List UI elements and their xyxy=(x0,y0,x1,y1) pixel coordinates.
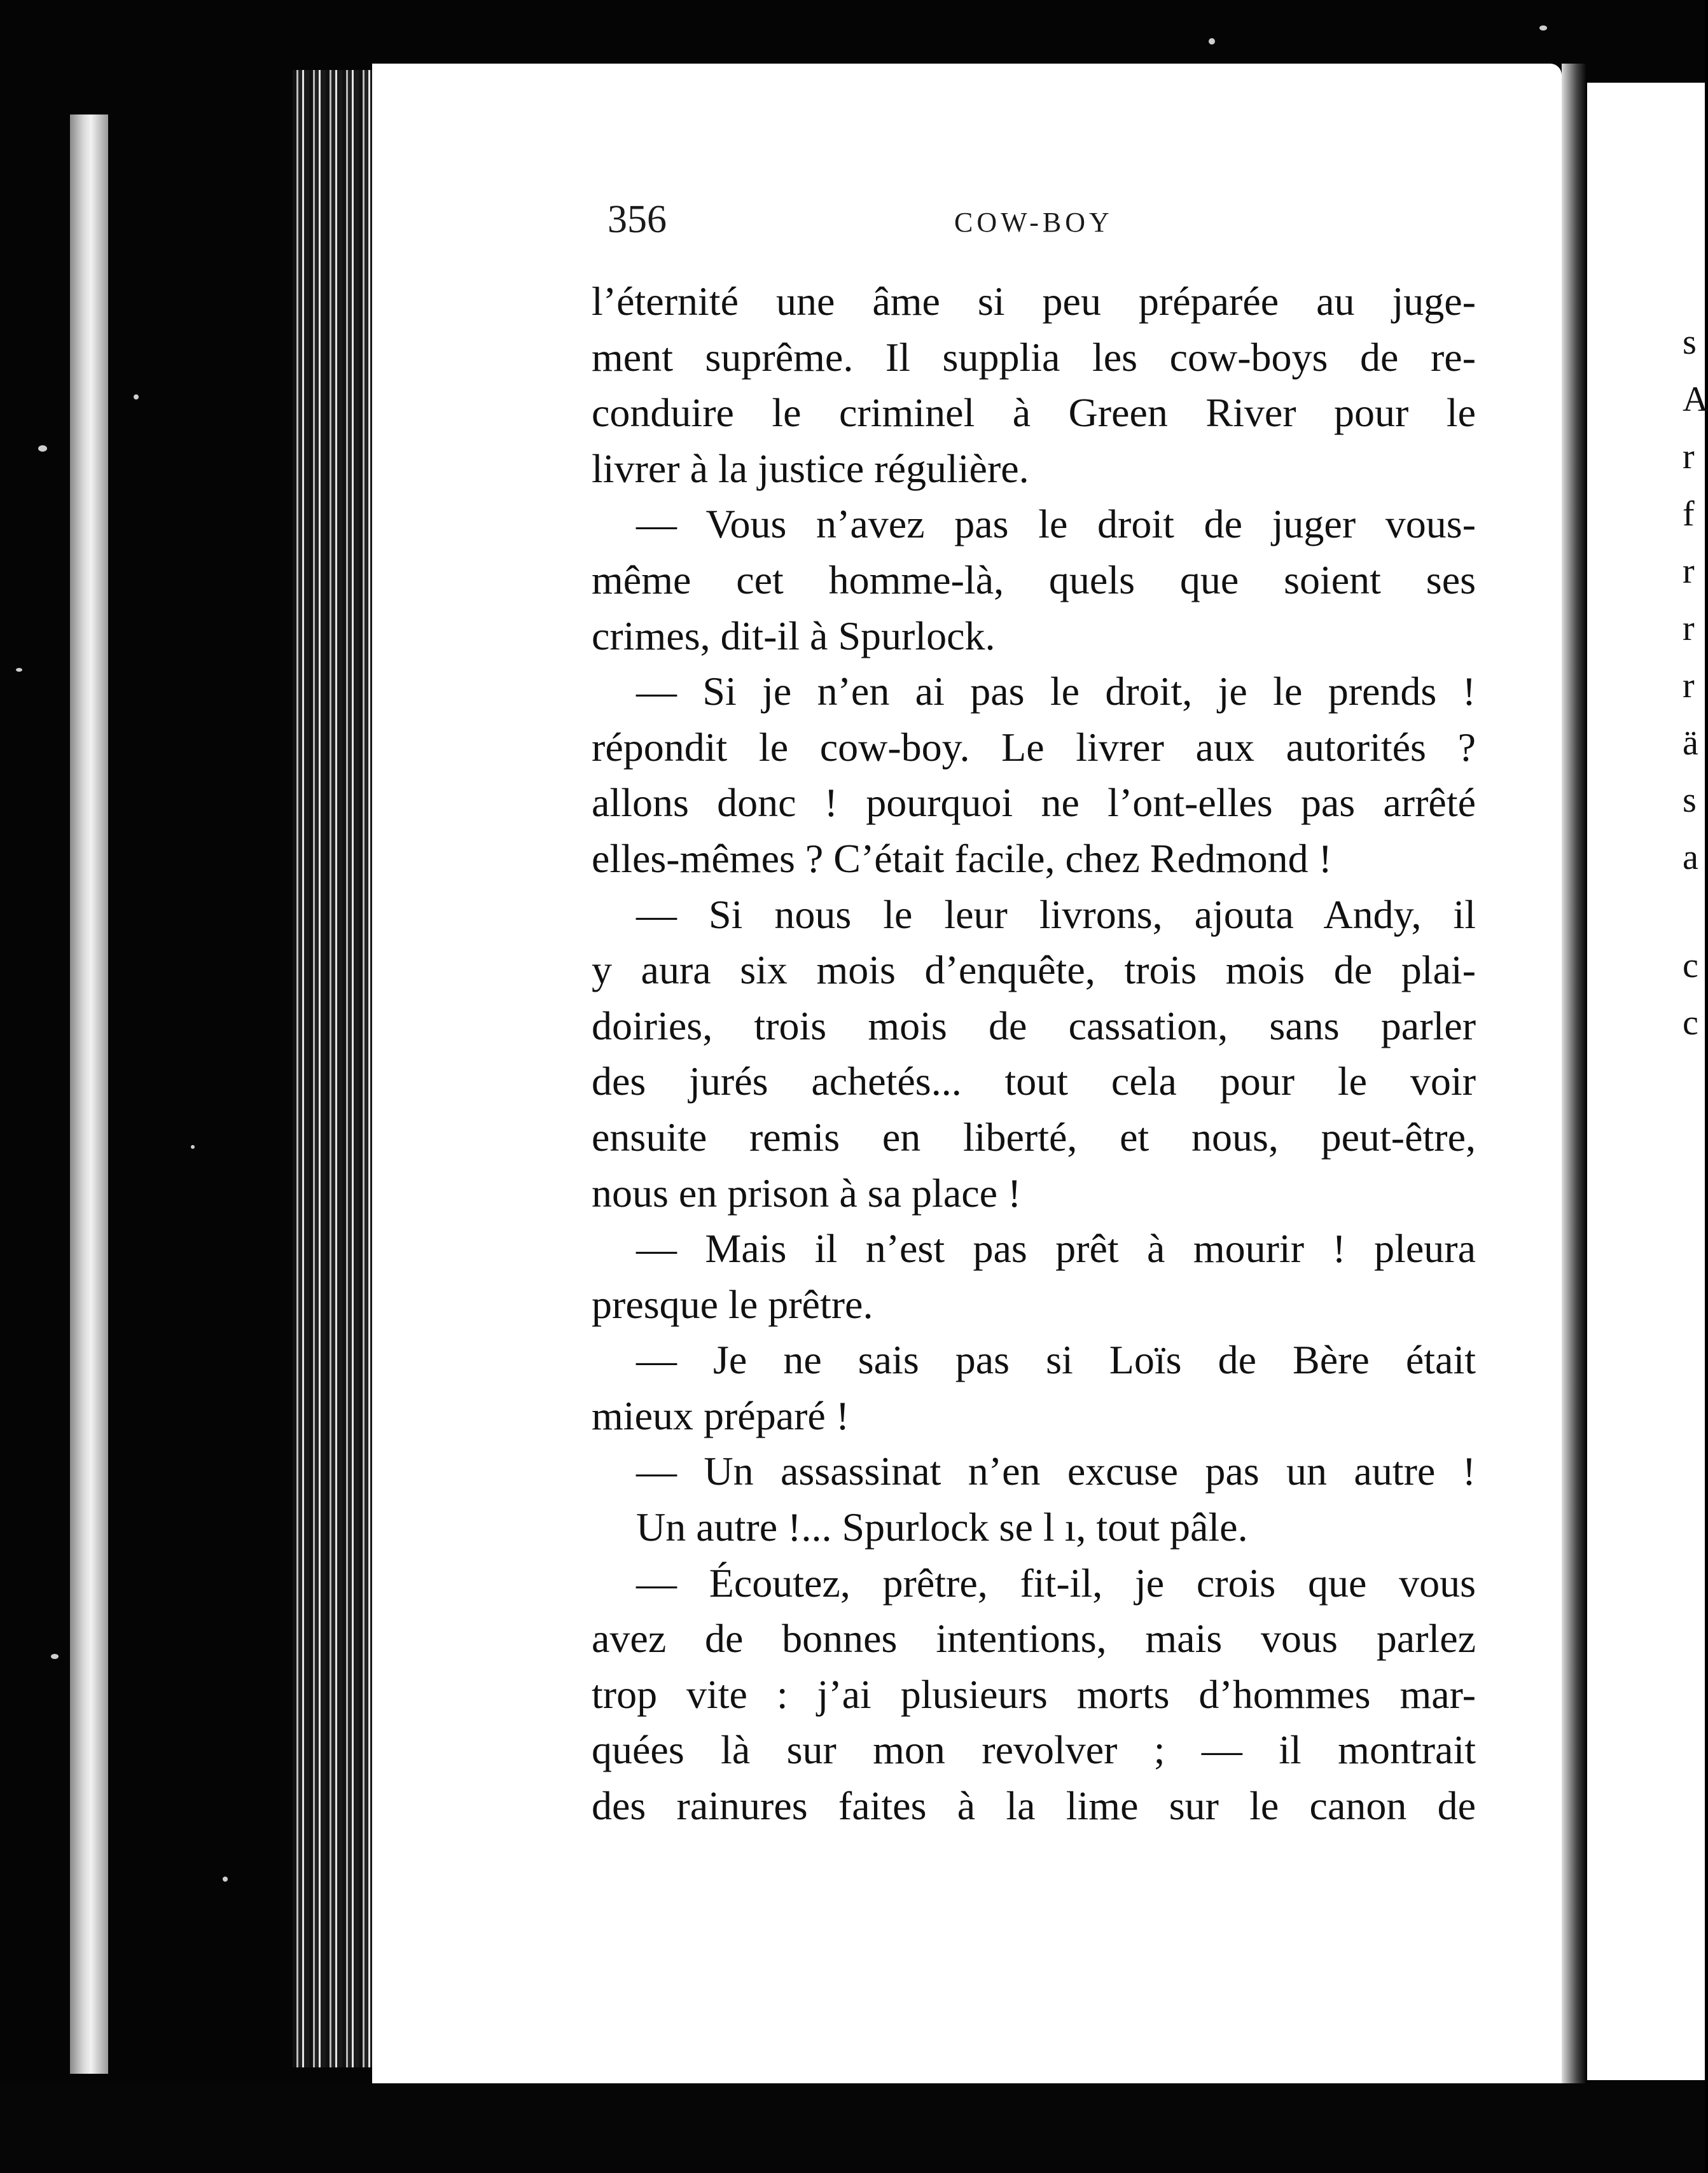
text-line: répondit le cow-boy. Le livrer aux autorités ? xyxy=(592,724,1476,770)
text-line: avez de bonnes intentions, mais vous parlez xyxy=(592,1616,1476,1662)
body-text xyxy=(592,274,1476,1834)
text-line: mieux préparé ! xyxy=(592,1392,850,1438)
text-line: nous en prison à sa place ! xyxy=(592,1170,1022,1216)
text-line: ensuite remis en liberté, et nous, peut-être, xyxy=(592,1114,1476,1160)
text-line: — Écoutez, prêtre, fit-il, je crois que vous xyxy=(636,1560,1476,1606)
text-line: — Un assassinat n’en excuse pas un autre ! xyxy=(636,1448,1476,1494)
dust-speck xyxy=(1539,25,1547,31)
text-line: même cet homme-là, quels que soient ses xyxy=(592,557,1476,602)
page-number: 356 xyxy=(608,198,667,241)
gutter-shadow xyxy=(1562,64,1587,2086)
next-page-letter: a xyxy=(1683,838,1698,877)
text-line: doiries, trois mois de cassation, sans parler xyxy=(592,1003,1476,1048)
text-line: — Si je n’en ai pas le droit, je le prends ! xyxy=(636,669,1476,714)
text-line: y aura six mois d’enquête, trois mois de plai- xyxy=(592,947,1476,993)
left-page-edge xyxy=(70,115,108,2074)
text-line: livrer à la justice régulière. xyxy=(592,445,1029,491)
next-page-letter: r xyxy=(1683,437,1695,476)
next-page-letter: f xyxy=(1683,494,1695,534)
next-page-letter: ä xyxy=(1683,723,1698,763)
next-page-letter: r xyxy=(1683,666,1695,705)
next-page-letter: s xyxy=(1683,781,1697,820)
dust-speck xyxy=(191,1145,195,1149)
text-line: elles-mêmes ? C’était facile, chez Redmond ! xyxy=(592,835,1332,881)
next-page-letter: r xyxy=(1683,609,1695,648)
dust-speck xyxy=(51,1654,59,1659)
next-page-letter: s xyxy=(1683,323,1697,362)
text-line: — Si nous le leur livrons, ajouta Andy, il xyxy=(636,891,1476,937)
text-line: conduire le criminel à Green River pour le xyxy=(592,390,1476,436)
text-line: quées là sur mon revolver ; — il montrait xyxy=(592,1727,1476,1773)
dust-speck xyxy=(223,1877,228,1882)
next-page-letter: A xyxy=(1683,380,1708,419)
text-line: Un autre !... Spurlock se l ı, tout pâle. xyxy=(636,1504,1248,1550)
text-line: ment suprême. Il supplia les cow-boys de re- xyxy=(592,334,1476,380)
text-line: presque le prêtre. xyxy=(592,1281,873,1327)
dust-speck xyxy=(38,445,47,452)
running-head xyxy=(608,197,1460,248)
text-line: l’éternité une âme si peu préparée au juge- xyxy=(592,279,1476,324)
next-page-letter: c xyxy=(1683,946,1698,985)
text-line: — Vous n’avez pas le droit de juger vous- xyxy=(636,501,1476,547)
text-line: crimes, dit-il à Spurlock. xyxy=(592,613,996,658)
running-title: COW-BOY xyxy=(954,207,1113,238)
scan-bottom-border xyxy=(0,2083,1705,2173)
text-line: — Mais il n’est pas prêt à mourir ! pleura xyxy=(636,1226,1476,1272)
text-line: des rainures faites à la lime sur le canon de xyxy=(592,1783,1476,1829)
dust-speck xyxy=(134,394,139,399)
text-line: — Je ne sais pas si Loïs de Bère était xyxy=(636,1337,1476,1383)
next-page-letter: c xyxy=(1683,1003,1698,1043)
book-block-edges xyxy=(293,70,375,2067)
next-page-fragment xyxy=(1587,83,1708,2080)
text-line: des jurés achetés... tout cela pour le voir xyxy=(592,1059,1476,1104)
text-line: trop vite : j’ai plusieurs morts d’hommes mar- xyxy=(592,1671,1476,1717)
dust-speck xyxy=(1209,38,1215,45)
next-page-letter: r xyxy=(1683,552,1695,591)
dust-speck xyxy=(16,668,22,672)
text-line: allons donc ! pourquoi ne l’ont-elles pas arrêté xyxy=(592,780,1476,826)
